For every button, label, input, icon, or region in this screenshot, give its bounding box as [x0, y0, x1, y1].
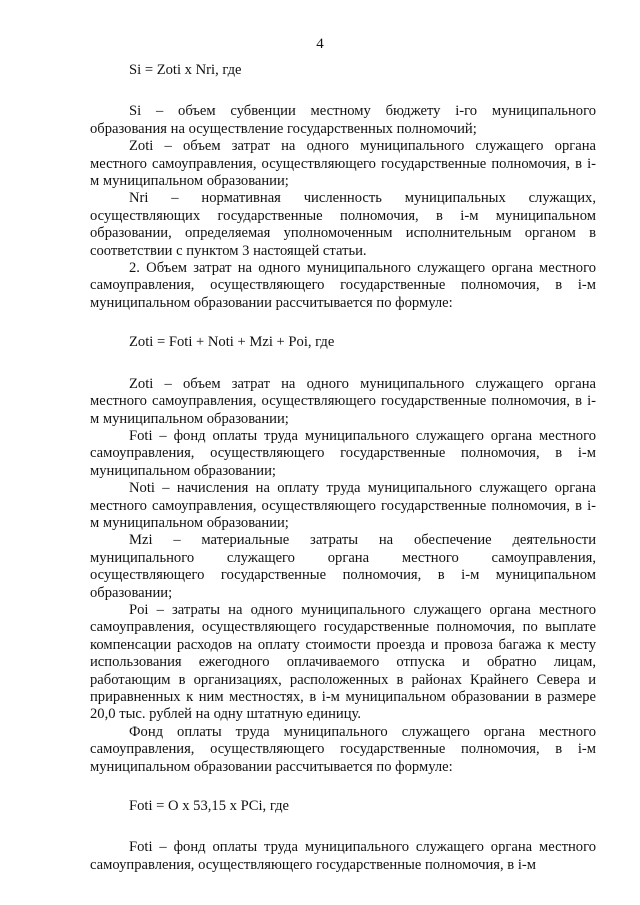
spacer: [90, 815, 596, 839]
definition-zoti: Zoti – объем затрат на одного муниципального служащего органа местного самоуправления, осуществляющего государственные полномочия, в i-м муниципальном образовании;: [90, 138, 596, 190]
payroll-fund-intro: Фонд оплаты труда муниципального служащего органа местного самоуправления, осуществляющего государственные полномочия, в i-м муниципальном образовании рассчитывается по формуле:: [90, 723, 596, 775]
spacer: [90, 312, 596, 334]
definition-si: Si – объем субвенции местному бюджету i-го муниципального образования на осуществление государственных полномочий;: [90, 103, 596, 137]
clause-2: 2. Объем затрат на одного муниципального служащего органа местного самоуправления, осуществляющего государственные полномочия, в i-м муниципальном образовании рассчитывается по формуле:: [90, 260, 596, 311]
definition-nri: Nri – нормативная численность муниципальных служащих, осуществляющих государственные полномочия, в i-м муниципальном образовании, определяемая уполномоченным исполнительным органом в соответствии с пунктом 3 настоящей статьи.: [90, 190, 596, 259]
spacer: [90, 79, 596, 103]
formula-foti: Foti = O x 53,15 x PCi, где: [129, 798, 289, 815]
page-number: 4: [316, 36, 324, 52]
formula-zoti: Zoti = Foti + Noti + Mzi + Poi, где: [129, 334, 335, 351]
definition-mzi: Mzi – материальные затраты на обеспечение деятельности муниципального служащего органа местного самоуправления, осуществляющего государственные полномочия, в i-м муниципальном образовании;: [90, 532, 596, 601]
spacer: [90, 352, 596, 376]
document-body: [90, 62, 596, 874]
spacer: [90, 776, 596, 798]
definition-noti: Noti – начисления на оплату труда муниципального служащего органа местного самоуправления, осуществляющего государственные полномочия, в i-м муниципальном образовании;: [90, 480, 596, 531]
definition-poi: Poi – затраты на одного муниципального служащего органа местного самоуправления, осуществляющего государственные полномочия, по выплате компенсации расходов на оплату стоимости проезда и провоза багажа к месту использования ежегодного оплачиваемого отпуска и обратно лицам, работающим в организациях, расположенных в районах Крайнего Севера и приравненных к ним местностях, в i-м муниципальном образовании в размере 20,0 тыс. рублей на одну штатную единицу.: [90, 601, 596, 723]
definition-foti-2: Foti – фонд оплаты труда муниципального служащего органа местного самоуправления, осуществляющего государственные полномочия, в i-м: [90, 839, 596, 873]
formula-subvention: Si = Zoti x Nri, где: [129, 62, 242, 78]
definition-foti: Foti – фонд оплаты труда муниципального служащего органа местного самоуправления, осуществляющего государственные полномочия, в i-м муниципальном образовании;: [90, 427, 596, 479]
definition-zoti-2: Zoti – объем затрат на одного муниципального служащего органа местного самоуправления, осуществляющего государственные полномочия, в i-м муниципальном образовании;: [90, 375, 596, 427]
